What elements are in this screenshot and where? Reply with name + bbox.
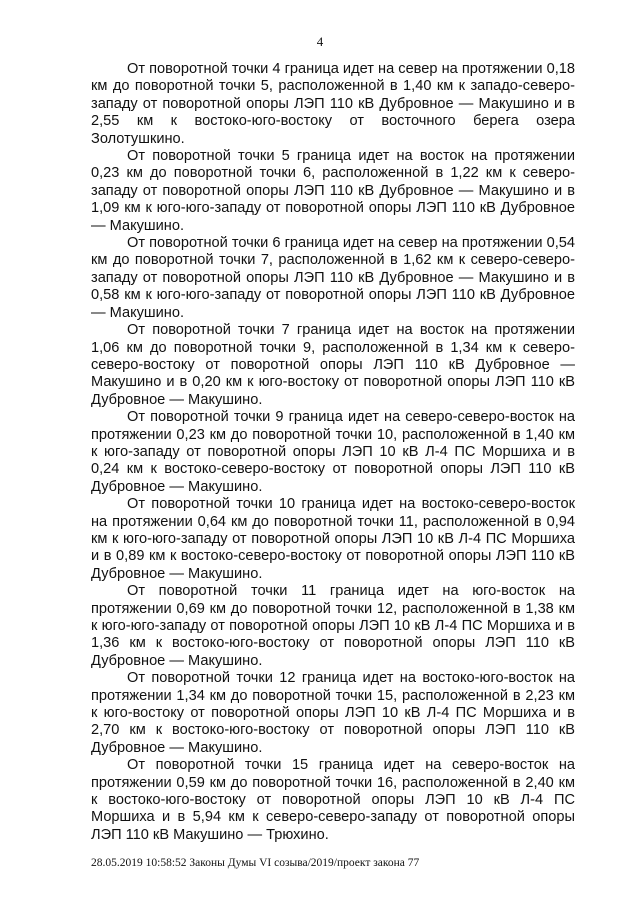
document-footer: 28.05.2019 10:58:52 Законы Думы VI созыва/2019/проект закона 77: [91, 857, 420, 869]
paragraph-point-11: От поворотной точки 11 граница идет на юго-восток на протяжении 0,69 км до поворотной точки 12, расположенной в 1,38 км к юго-юго-западу от поворотной опоры ЛЭП 10 кВ Л-4 ПС Моршиха и в 1,36 км к востоко-юго-востоку от поворотной опоры ЛЭП 110 кВ Дубровное — Макушино.: [91, 583, 575, 669]
paragraph-point-5: От поворотной точки 5 граница идет на восток на протяжении 0,23 км до поворотной точки 6, расположенной в 1,22 км к северо-западу от поворотной опоры ЛЭП 110 кВ Дубровное — Макушино и в 1,09 км к юго-юго-западу от поворотной опоры ЛЭП 110 кВ Дубровное — Макушино.: [91, 148, 575, 234]
page-number: 4: [316, 34, 324, 49]
paragraph-point-4: От поворотной точки 4 граница идет на север на протяжении 0,18 км до поворотной точки 5, расположенной в 1,40 км к западо-северо-западу от поворотной опоры ЛЭП 110 кВ Дубровное — Макушино и в 2,55 км к востоко-юго-востоку от восточного берега озера Золотушкино.: [91, 61, 575, 147]
paragraph-point-15: От поворотной точки 15 граница идет на северо-восток на протяжении 0,59 км до поворотной точки 16, расположенной в 2,40 км к востоко-юго-востоку от поворотной опоры ЛЭП 10 кВ Л-4 ПС Моршиха и в 5,94 км к северо-северо-западу от поворотной опоры ЛЭП 110 кВ Макушино — Трюхино.: [91, 757, 575, 843]
paragraph-point-6: От поворотной точки 6 граница идет на север на протяжении 0,54 км до поворотной точки 7, расположенной в 1,62 км к северо-северо-западу от поворотной опоры ЛЭП 110 кВ Дубровное — Макушино и в 0,58 км к юго-юго-западу от поворотной опоры ЛЭП 110 кВ Дубровное — Макушино.: [91, 235, 575, 321]
document-body: [91, 61, 575, 844]
paragraph-point-9: От поворотной точки 9 граница идет на северо-северо-восток на протяжении 0,23 км до поворотной точки 10, расположенной в 1,40 км к юго-западу от поворотной опоры ЛЭП 10 кВ Л-4 ПС Моршиха и в 0,24 км к востоко-северо-востоку от поворотной опоры ЛЭП 110 кВ Дубровное — Макушино.: [91, 409, 575, 495]
paragraph-point-12: От поворотной точки 12 граница идет на востоко-юго-восток на протяжении 1,34 км до поворотной точки 15, расположенной в 2,23 км к юго-востоку от поворотной опоры ЛЭП 10 кВ Л-4 ПС Моршиха и в 2,70 км к востоко-юго-востоку от поворотной опоры ЛЭП 110 кВ Дубровное — Макушино.: [91, 670, 575, 756]
paragraph-point-10: От поворотной точки 10 граница идет на востоко-северо-восток на протяжении 0,64 км до поворотной точки 11, расположенной в 0,94 км к юго-юго-западу от поворотной опоры ЛЭП 10 кВ Л-4 ПС Моршиха и в 0,89 км к востоко-северо-востоку от поворотной опоры ЛЭП 110 кВ Дубровное — Макушино.: [91, 496, 575, 582]
paragraph-point-7: От поворотной точки 7 граница идет на восток на протяжении 1,06 км до поворотной точки 9, расположенной в 1,34 км к северо-северо-востоку от поворотной опоры ЛЭП 110 кВ Дубровное — Макушино и в 0,20 км к юго-востоку от поворотной опоры ЛЭП 110 кВ Дубровное — Макушино.: [91, 322, 575, 408]
